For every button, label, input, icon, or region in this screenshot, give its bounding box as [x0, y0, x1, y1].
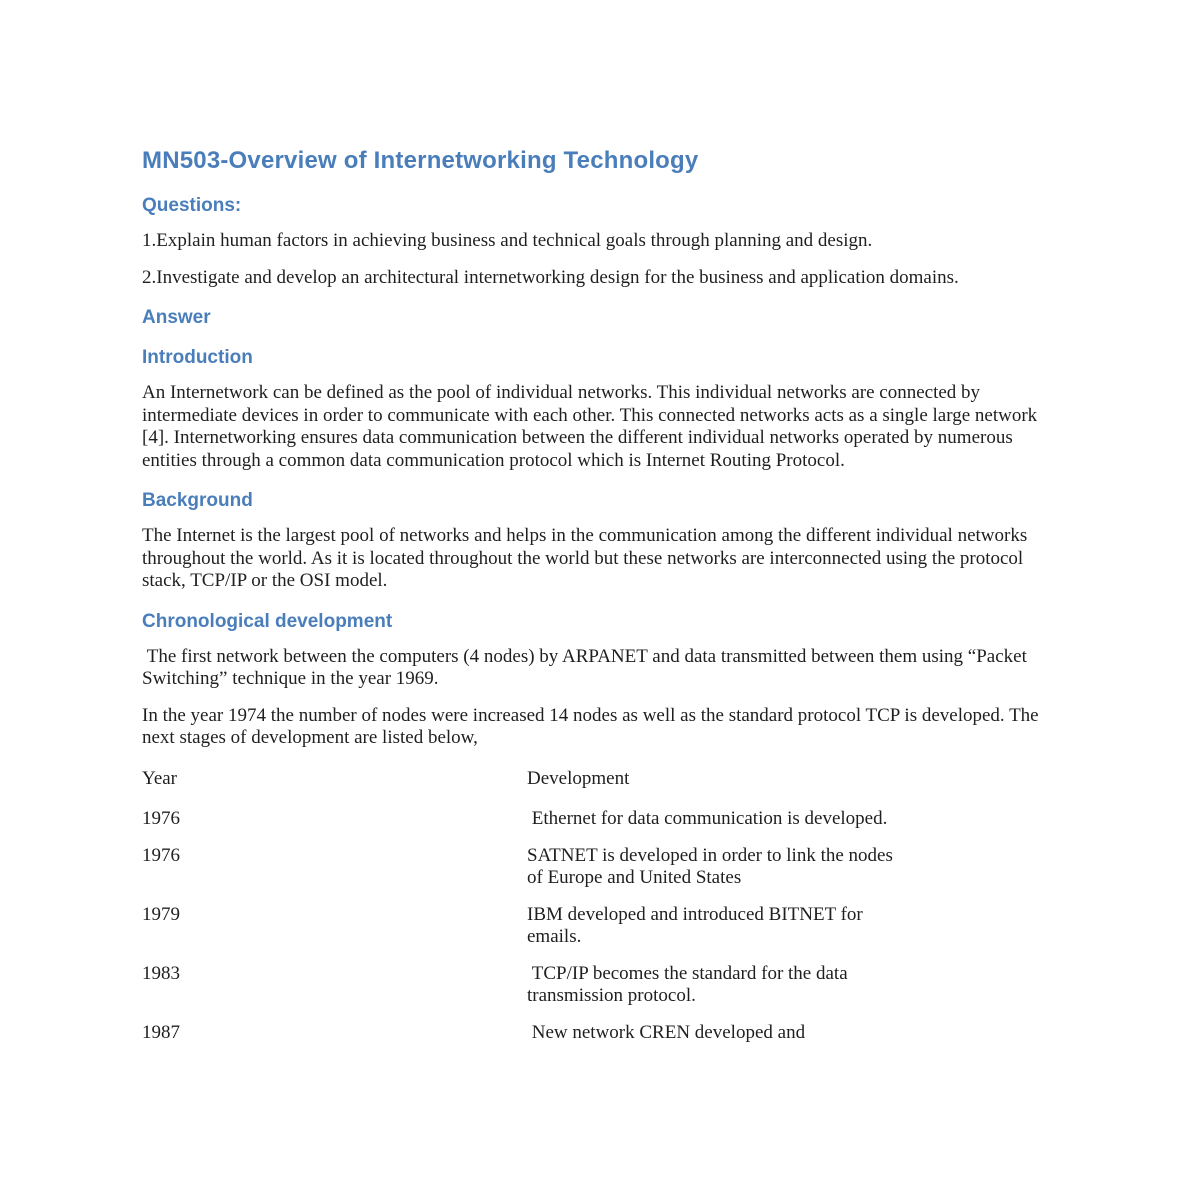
heading-background: Background: [142, 490, 253, 511]
chronological-paragraph-1: The first network between the computers (4 nodes) by ARPANET and data transmitted between them using “Packet Switching” technique in the year 1969.: [142, 645, 1032, 689]
year-cell: 1976: [142, 844, 180, 866]
document-page: [142, 148, 1058, 1044]
heading-chronological-development: Chronological development: [142, 610, 393, 632]
chronological-paragraph-2: In the year 1974 the number of nodes were increased 14 nodes as well as the standard protocol TCP is developed. The next stages of development are listed below,: [142, 704, 1044, 748]
development-cell: Ethernet for data communication is developed.: [527, 808, 888, 829]
year-cell: 1976: [142, 808, 180, 829]
heading-answer: Answer: [142, 307, 211, 328]
table-header-year: Year: [142, 767, 178, 789]
introduction-paragraph: An Internetwork can be defined as the pool of individual networks. This individual networks are connected by intermediate devices in order to communicate with each other. This connected networks acts as a single large network [4]. Internetworking ensures data communication between the different individual networks operated by numerous entities through a common data communication protocol which is Internet Routing Protocol.: [142, 382, 1042, 471]
development-cell: SATNET is developed in order to link the nodes of Europe and United States: [527, 844, 898, 888]
question-1: 1.Explain human factors in achieving business and technical goals through planning and design.: [142, 230, 873, 251]
question-2: 2.Investigate and develop an architectural internetworking design for the business and application domains.: [142, 266, 959, 288]
development-cell: IBM developed and introduced BITNET for emails.: [527, 903, 868, 947]
development-cell: TCP/IP becomes the standard for the data transmission protocol.: [527, 962, 853, 1006]
development-cell: New network CREN developed and: [527, 1021, 806, 1043]
table-header-development: Development: [527, 767, 630, 789]
year-cell: 1983: [142, 962, 180, 984]
development-table: [142, 768, 1058, 1045]
year-cell: 1987: [142, 1021, 180, 1043]
heading-questions: Questions:: [142, 195, 242, 216]
document-title: MN503-Overview of Internetworking Technology: [142, 147, 699, 174]
year-cell: 1979: [142, 903, 180, 925]
heading-introduction: Introduction: [142, 347, 253, 368]
background-paragraph: The Internet is the largest pool of networks and helps in the communication among the different individual networks throughout the world. As it is located throughout the world but these networks are interconnected using the protocol stack, TCP/IP or the OSI model.: [142, 525, 1032, 591]
